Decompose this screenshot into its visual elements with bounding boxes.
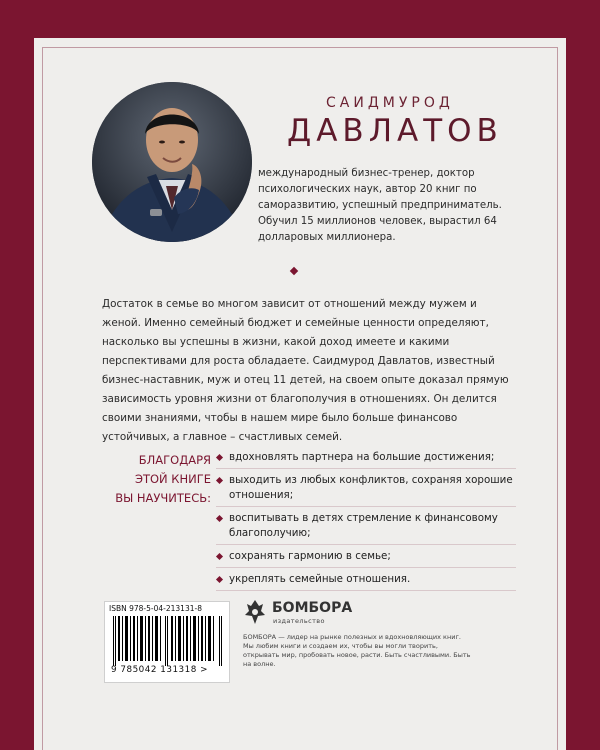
barcode-bars xyxy=(111,616,225,666)
learn-heading-line: ЭТОЙ КНИГЕ xyxy=(134,472,211,486)
skill-item: воспитывать в детях стремление к финансовому благополучию; xyxy=(216,511,516,545)
isbn-barcode xyxy=(104,601,230,683)
learn-heading-line: БЛАГОДАРЯ xyxy=(138,453,211,467)
skill-item: выходить из любых конфликтов, сохраняя хорошие отношения; xyxy=(216,473,516,507)
book-description: Достаток в семье во многом зависит от отношений между мужем и женой. Именно семейный бюджет и семейные ценности определяют, насколько вы успешны в жизни, какой доход имеете и какими перспективами для роста обладаете. Саидмурод Давлатов, известный бизнес-наставник, муж и отец 11 детей, на своем опыте доказал прямую зависимость уровня жизни от благополучия в отношениях. Он делится своими знаниями, чтобы в нашем мире было больше финансово устойчивых, а главное – счастливых семей. xyxy=(102,298,509,443)
diamond-bullet-icon xyxy=(216,553,223,560)
author-last-name: ДАВЛАТОВ xyxy=(287,113,503,149)
publisher-description: БОМБОРА — лидер на рынке полезных и вдохновляющих книг. Мы любим книги и создаем их, чтобы вы могли творить, открывать мир, пробовать новое, расти. Быть счастливыми. Быть на волне. xyxy=(243,633,471,668)
author-photo xyxy=(92,82,252,242)
skill-item: сохранять гармонию в семье; xyxy=(216,549,516,568)
diamond-bullet-icon xyxy=(216,477,223,484)
diamond-bullet-icon xyxy=(216,454,223,461)
isbn-text: ISBN 978-5-04-213131-8 xyxy=(109,604,202,613)
publisher-brand: БОМБОРА xyxy=(272,600,353,616)
learn-heading-line: ВЫ НАУЧИТЕСЬ: xyxy=(115,491,211,505)
author-bio: международный бизнес-тренер, доктор психологических наук, автор 20 книг по саморазвитию, успешный предприниматель. Обучил 15 миллионов человек, вырастил 64 долларовых миллионера. xyxy=(258,168,502,243)
author-first-name: САИДМУРОД xyxy=(326,95,454,111)
diamond-bullet-icon xyxy=(216,576,223,583)
barcode-number: 9 785042 131318 > xyxy=(111,665,209,675)
bombora-logo-icon xyxy=(243,598,267,626)
skill-item: вдохновлять партнера на большие достижения; xyxy=(216,450,516,469)
learn-heading xyxy=(103,451,211,508)
skills-list xyxy=(216,450,516,595)
author-portrait-image xyxy=(92,82,252,242)
publisher-subtitle: издательство xyxy=(273,617,325,625)
diamond-bullet-icon xyxy=(216,515,223,522)
skill-item: укреплять семейные отношения. xyxy=(216,572,516,591)
